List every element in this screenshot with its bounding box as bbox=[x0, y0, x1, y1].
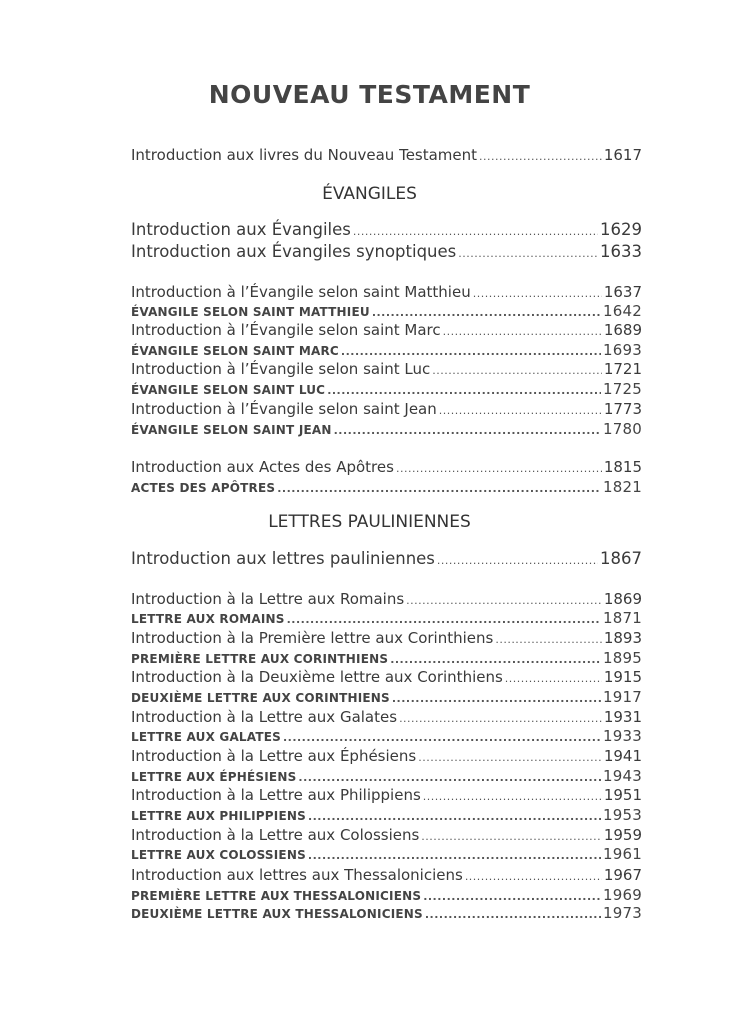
entry-label: PREMIÈRE LETTRE AUX CORINTHIENS bbox=[131, 652, 389, 666]
leader-dots bbox=[423, 890, 601, 903]
toc-entry[interactable] bbox=[131, 688, 642, 706]
leader-dots bbox=[298, 771, 601, 784]
entry-label: LETTRE AUX GALATES bbox=[131, 730, 281, 744]
entry-label: Introduction aux lettres pauliniennes bbox=[131, 549, 435, 568]
entry-page: 1953 bbox=[603, 806, 642, 824]
entry-page: 1725 bbox=[603, 380, 642, 398]
entry-label: Introduction à l’Évangile selon saint Marc bbox=[131, 321, 441, 339]
toc-entry[interactable] bbox=[131, 360, 642, 378]
leader-dots bbox=[396, 462, 602, 475]
entry-label: Introduction à l’Évangile selon saint Luc bbox=[131, 360, 431, 378]
entry-page: 1941 bbox=[603, 747, 642, 765]
leader-dots bbox=[308, 810, 601, 823]
leader-dots bbox=[443, 325, 602, 338]
leader-dots bbox=[421, 830, 602, 843]
entry-label: ÉVANGILE SELON SAINT MATTHIEU bbox=[131, 305, 370, 319]
toc-entry[interactable] bbox=[131, 283, 642, 301]
entry-label: Introduction à la Lettre aux Colossiens bbox=[131, 826, 420, 844]
toc-entry[interactable] bbox=[131, 458, 642, 476]
entry-label: Introduction à la Première lettre aux Corinthiens bbox=[131, 629, 494, 647]
leader-dots bbox=[495, 633, 601, 646]
entry-page: 1821 bbox=[603, 478, 642, 496]
entry-page: 1617 bbox=[603, 146, 642, 164]
toc-entry[interactable] bbox=[131, 629, 642, 647]
toc-entry[interactable] bbox=[131, 609, 642, 627]
toc-entry[interactable] bbox=[131, 747, 642, 765]
entry-label: Introduction à l’Évangile selon saint Jean bbox=[131, 400, 437, 418]
entry-label: LETTRE AUX ROMAINS bbox=[131, 612, 285, 626]
leader-dots bbox=[277, 482, 601, 495]
leader-dots bbox=[283, 731, 601, 744]
entry-page: 1959 bbox=[603, 826, 642, 844]
leader-dots bbox=[399, 712, 602, 725]
entry-page: 1815 bbox=[603, 458, 642, 476]
entry-page: 1869 bbox=[603, 590, 642, 608]
page-title: NOUVEAU TESTAMENT bbox=[208, 80, 531, 109]
entry-page: 1933 bbox=[603, 727, 642, 745]
leader-dots bbox=[341, 345, 601, 358]
entry-page: 1943 bbox=[603, 767, 642, 785]
entry-label: ÉVANGILE SELON SAINT MARC bbox=[131, 344, 339, 358]
leader-dots bbox=[473, 287, 602, 300]
toc-entry[interactable] bbox=[131, 321, 642, 339]
toc-entry[interactable] bbox=[131, 400, 642, 418]
entry-page: 1871 bbox=[603, 609, 642, 627]
toc-entry[interactable] bbox=[131, 806, 642, 824]
toc-entry[interactable] bbox=[131, 478, 642, 496]
leader-dots bbox=[372, 306, 601, 319]
leader-dots bbox=[425, 908, 601, 921]
leader-dots bbox=[465, 870, 602, 883]
section-heading-gospels: ÉVANGILES bbox=[322, 184, 417, 204]
entry-label: DEUXIÈME LETTRE AUX THESSALONICIENS bbox=[131, 907, 423, 921]
toc-entry[interactable] bbox=[131, 786, 642, 804]
entry-page: 1967 bbox=[603, 866, 642, 884]
toc-entry[interactable] bbox=[131, 886, 642, 904]
entry-page: 1931 bbox=[603, 708, 642, 726]
leader-dots bbox=[432, 364, 602, 377]
entry-label: DEUXIÈME LETTRE AUX CORINTHIENS bbox=[131, 691, 390, 705]
leader-dots bbox=[505, 672, 602, 685]
entry-label: Introduction aux Évangiles bbox=[131, 220, 351, 239]
entry-page: 1693 bbox=[603, 341, 642, 359]
toc-entry[interactable] bbox=[131, 708, 642, 726]
leader-dots bbox=[423, 790, 602, 803]
entry-label: Introduction aux livres du Nouveau Testament bbox=[131, 146, 478, 164]
entry-label: Introduction aux lettres aux Thessaloniciens bbox=[131, 866, 463, 884]
toc-entry[interactable] bbox=[131, 302, 642, 320]
section-heading-pauline: LETTRES PAULINIENNES bbox=[268, 512, 471, 532]
leader-dots bbox=[439, 404, 602, 417]
toc-entry[interactable] bbox=[131, 866, 642, 884]
entry-label: Introduction aux Actes des Apôtres bbox=[131, 458, 394, 476]
entry-page: 1637 bbox=[603, 283, 642, 301]
leader-dots bbox=[287, 613, 601, 626]
leader-dots bbox=[406, 594, 602, 607]
toc-entry[interactable] bbox=[131, 845, 642, 863]
entry-page: 1780 bbox=[603, 420, 642, 438]
leader-dots bbox=[308, 849, 601, 862]
toc-entry[interactable] bbox=[131, 727, 642, 745]
entry-page: 1642 bbox=[603, 302, 642, 320]
entry-page: 1969 bbox=[603, 886, 642, 904]
entry-label: ACTES DES APÔTRES bbox=[131, 481, 276, 495]
entry-page: 1773 bbox=[603, 400, 642, 418]
leader-dots bbox=[458, 247, 598, 260]
toc-entry[interactable] bbox=[131, 904, 642, 922]
entry-page: 1917 bbox=[603, 688, 642, 706]
leader-dots bbox=[479, 150, 602, 163]
toc-entry[interactable] bbox=[131, 220, 642, 239]
leader-dots bbox=[327, 384, 601, 397]
entry-label: ÉVANGILE SELON SAINT JEAN bbox=[131, 423, 332, 437]
toc-entry[interactable] bbox=[131, 590, 642, 608]
toc-entry[interactable] bbox=[131, 549, 642, 568]
entry-page: 1633 bbox=[600, 242, 642, 261]
entry-page: 1895 bbox=[603, 649, 642, 667]
entry-label: Introduction à l’Évangile selon saint Matthieu bbox=[131, 283, 471, 301]
leader-dots bbox=[437, 554, 598, 567]
toc-entry[interactable] bbox=[131, 649, 642, 667]
entry-page: 1689 bbox=[603, 321, 642, 339]
entry-page: 1973 bbox=[603, 904, 642, 922]
entry-page: 1915 bbox=[603, 668, 642, 686]
leader-dots bbox=[390, 653, 601, 666]
entry-page: 1961 bbox=[603, 845, 642, 863]
toc-entry[interactable] bbox=[131, 668, 642, 686]
entry-page: 1721 bbox=[603, 360, 642, 378]
toc-entry[interactable] bbox=[131, 380, 642, 398]
entry-label: PREMIÈRE LETTRE AUX THESSALONICIENS bbox=[131, 889, 422, 903]
entry-label: Introduction à la Lettre aux Éphésiens bbox=[131, 747, 417, 765]
toc-entry[interactable] bbox=[131, 826, 642, 844]
toc-entry[interactable] bbox=[131, 341, 642, 359]
entry-page: 1867 bbox=[600, 549, 642, 568]
entry-page: 1951 bbox=[603, 786, 642, 804]
toc-entry[interactable] bbox=[131, 242, 642, 261]
entry-label: LETTRE AUX COLOSSIENS bbox=[131, 848, 306, 862]
leader-dots bbox=[392, 692, 601, 705]
toc-entry-intro-nt[interactable] bbox=[131, 146, 642, 164]
entry-label: Introduction à la Lettre aux Galates bbox=[131, 708, 398, 726]
entry-label: LETTRE AUX ÉPHÉSIENS bbox=[131, 770, 297, 784]
entry-label: ÉVANGILE SELON SAINT LUC bbox=[131, 383, 326, 397]
entry-label: Introduction aux Évangiles synoptiques bbox=[131, 242, 457, 261]
entry-page: 1629 bbox=[600, 220, 642, 239]
entry-label: LETTRE AUX PHILIPPIENS bbox=[131, 809, 306, 823]
leader-dots bbox=[353, 225, 598, 238]
entry-label: Introduction à la Lettre aux Philippiens bbox=[131, 786, 421, 804]
toc-entry[interactable] bbox=[131, 767, 642, 785]
toc-entry[interactable] bbox=[131, 420, 642, 438]
entry-page: 1893 bbox=[603, 629, 642, 647]
entry-label: Introduction à la Lettre aux Romains bbox=[131, 590, 405, 608]
leader-dots bbox=[418, 751, 602, 764]
leader-dots bbox=[334, 424, 601, 437]
entry-label: Introduction à la Deuxième lettre aux Corinthiens bbox=[131, 668, 503, 686]
